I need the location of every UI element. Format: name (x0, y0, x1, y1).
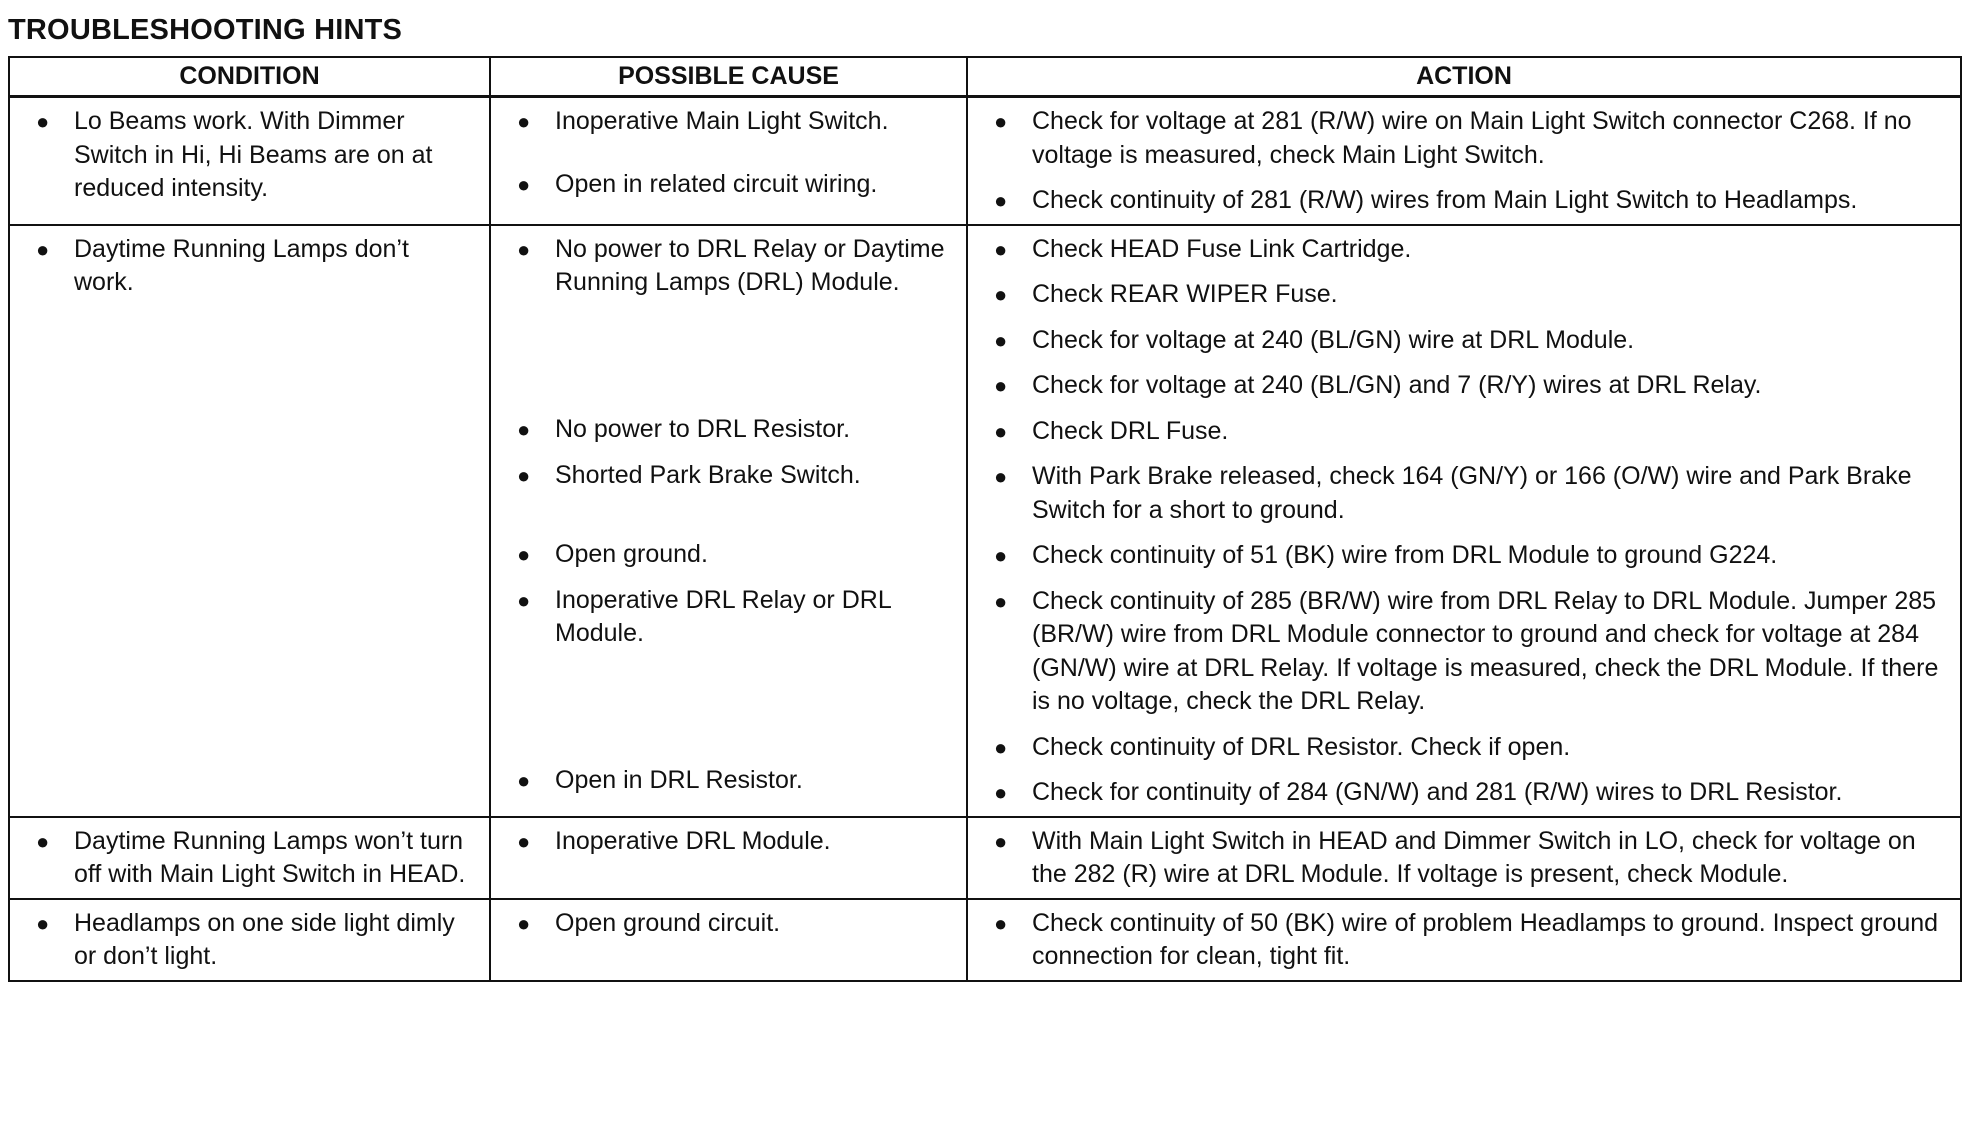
header-row (9, 57, 1961, 97)
bullet-icon: ● (994, 418, 1008, 444)
bullet-icon: ● (517, 828, 531, 854)
list-item: ● Open in related circuit wiring. (515, 168, 952, 202)
list-item: ● Inoperative Main Light Switch. (515, 105, 952, 168)
bullet-icon: ● (36, 828, 50, 854)
bullet-icon: ● (994, 910, 1008, 936)
header-condition: CONDITION (9, 57, 490, 97)
list-item: ● Check continuity of 50 (BK) wire of problem Headlamps to ground. Inspect ground connection for clean, tight fit. (994, 908, 1939, 970)
list-item: ● Check continuity of 51 (BK) wire from DRL Module to ground G224. (992, 539, 1946, 573)
list-item: ● Inoperative DRL Relay or DRL Module. (517, 585, 891, 647)
table-row (9, 225, 1961, 817)
bullet-icon: ● (517, 172, 531, 197)
list-item: ● Check DRL Fuse. (992, 415, 1946, 449)
list-item: ● Shorted Park Brake Switch. (515, 459, 952, 538)
header-possible-cause: POSSIBLE CAUSE (490, 57, 967, 97)
list-item: ● Lo Beams work. With Dimmer Switch in Hi, Hi Beams are on at reduced intensity. (36, 107, 433, 202)
action-cell (967, 899, 1961, 981)
bullet-icon: ● (994, 588, 1008, 614)
list-item: ● Check for continuity of 284 (GN/W) and 281 (R/W) wires to DRL Resistor. (992, 776, 1946, 810)
bullet-icon: ● (994, 282, 1008, 307)
bullet-icon: ● (517, 587, 531, 613)
list-item: ● Check for voltage at 240 (BL/GN) and 7 (R/Y) wires at DRL Relay. (992, 369, 1946, 403)
list-item: ● Open ground. (515, 538, 952, 584)
cause-cell (490, 225, 967, 817)
bullet-icon: ● (517, 767, 531, 793)
condition-cell (9, 899, 490, 981)
bullet-icon: ● (994, 828, 1008, 854)
list-item: ● With Park Brake released, check 164 (GN/Y) or 166 (O/W) wire and Park Brake Switch for a short to ground. (994, 462, 1912, 524)
list-item: ● Check HEAD Fuse Link Cartridge. (992, 233, 1946, 267)
bullet-icon: ● (994, 543, 1008, 568)
list-item: ● Open ground circuit. (515, 907, 952, 941)
list-item: ● With Main Light Switch in HEAD and Dimmer Switch in LO, check for voltage on the 282 (R) wire at DRL Module. If voltage is present, check Module. (994, 826, 1916, 888)
cause-cell (490, 817, 967, 899)
list-item: ● No power to DRL Resistor. (515, 413, 952, 459)
bullet-icon: ● (994, 373, 1008, 398)
bullet-icon: ● (994, 780, 1008, 805)
condition-cell (9, 97, 490, 225)
page-title: TROUBLESHOOTING HINTS (8, 14, 403, 46)
bullet-icon: ● (517, 236, 531, 262)
action-cell (967, 817, 1961, 899)
cause-cell (490, 899, 967, 981)
bullet-icon: ● (517, 910, 531, 936)
list-item: ● Check continuity of 285 (BR/W) wire from DRL Relay to DRL Module. Jumper 285 (BR/W) wire from DRL Module connector to ground and check for voltage at 284 (GN/W) wire at DRL Relay. If voltage is measured, check the DRL Module. If there is no voltage, check the DRL Relay. (994, 586, 1939, 715)
bullet-icon: ● (517, 109, 531, 134)
table-row (9, 817, 1961, 899)
bullet-icon: ● (994, 464, 1008, 489)
action-cell (967, 97, 1961, 225)
bullet-icon: ● (994, 109, 1008, 134)
list-item: ● Daytime Running Lamps don’t work. (36, 234, 409, 296)
header-action: ACTION (967, 57, 1961, 97)
list-item: ● Check REAR WIPER Fuse. (992, 278, 1946, 312)
bullet-icon: ● (36, 109, 50, 134)
table-row (9, 899, 1961, 981)
list-item: ● Headlamps on one side light dimly or don’t light. (36, 908, 455, 970)
condition-cell (9, 225, 490, 817)
bullet-icon: ● (517, 462, 531, 488)
action-cell (967, 225, 1961, 817)
list-item: ● No power to DRL Relay or Daytime Running Lamps (DRL) Module. (517, 234, 945, 296)
bullet-icon: ● (517, 416, 531, 442)
bullet-icon: ● (994, 188, 1008, 213)
list-item: ● Check for voltage at 240 (BL/GN) wire at DRL Module. (992, 324, 1946, 358)
bullet-icon: ● (994, 236, 1008, 262)
list-item: ● Inoperative DRL Module. (515, 825, 952, 859)
bullet-icon: ● (517, 541, 531, 567)
list-item: ● Open in DRL Resistor. (515, 764, 952, 798)
bullet-icon: ● (36, 910, 50, 936)
condition-cell (9, 817, 490, 899)
cause-cell (490, 97, 967, 225)
list-item: ● Daytime Running Lamps won’t turn off with Main Light Switch in HEAD. (36, 826, 466, 888)
table-row (9, 97, 1961, 225)
bullet-icon: ● (994, 734, 1008, 760)
list-item: ● Check for voltage at 281 (R/W) wire on Main Light Switch connector C268. If no voltage is measured, check Main Light Switch. (994, 107, 1912, 169)
bullet-icon: ● (36, 236, 50, 262)
list-item: ● Check continuity of 281 (R/W) wires from Main Light Switch to Headlamps. (992, 184, 1946, 218)
troubleshooting-table (8, 56, 1962, 982)
bullet-icon: ● (994, 327, 1008, 353)
list-item: ● Check continuity of DRL Resistor. Check if open. (992, 731, 1946, 765)
